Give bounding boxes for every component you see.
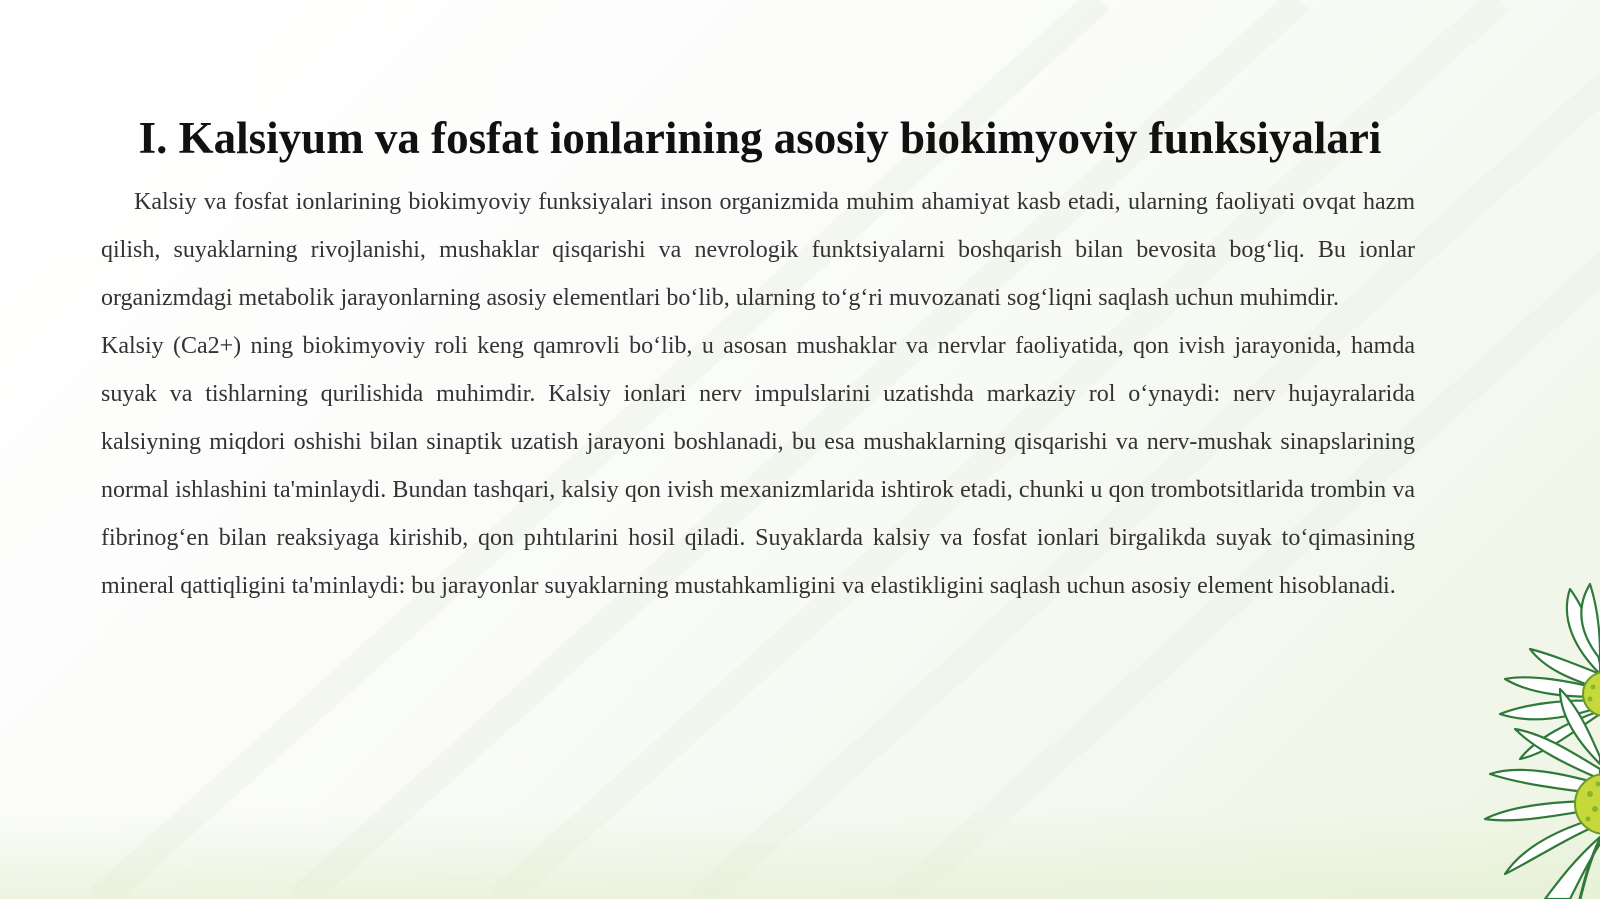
slide-title: I. Kalsiyum va fosfat ionlarining asosiy biokimyoviy funksiyalari <box>138 113 1382 163</box>
paragraph-calcium-role: Kalsiy (Ca2+) ning biokimyoviy roli keng qamrovli bo‘lib, u asosan mushaklar va nervlar faoliyatida, qon ivish jarayonida, hamda suyak va tishlarning qurilishida muhimdir. Kalsiy ionlari nerv impulslarini uzatishda markaziy rol o‘ynaydi: nerv hujayralarida kalsiyning miqdori oshishi bilan sinaptik uzatish jarayoni boshlanadi, bu esa mushaklarning qisqarishi va nerv-mushak sinapslarining normal ishlashini ta'minlaydi. Bundan tashqari, kalsiy qon ivish mexanizmlarida ishtirok etadi, chunki u qon trombotsitlarida trombin va fibrinog‘en bilan reaksiyaga kirishib, qon pıhtılarini hosil qiladi. Suyaklarda kalsiy va fosfat ionlari birgalikda suyak to‘qimasining mineral qattiqligini ta'minlaydi: bu jarayonlar suyaklarning mustahkamligini va elastikligini saqlash uchun asosiy element hisoblanadi. <box>101 333 1415 599</box>
daisy-flower-icon <box>1450 579 1600 899</box>
paragraph-intro: Kalsiy va fosfat ionlarining biokimyoviy funksiyalari inson organizmida muhim ahamiyat kasb etadi, ularning faoliyati ovqat hazm qilish, suyaklarning rivojlanishi, mushaklar qisqarishi va nevrologik funktsiyalarni boshqarish bilan bevosita bog‘liq. Bu ionlar organizmdagi metabolik jarayonlarning asosiy elementlari bo‘lib, ularning to‘g‘ri muvozanati sog‘liqni saqlash uchun muhimdir. <box>101 189 1415 311</box>
slide-body <box>101 178 1415 610</box>
bottom-band <box>0 809 1600 899</box>
